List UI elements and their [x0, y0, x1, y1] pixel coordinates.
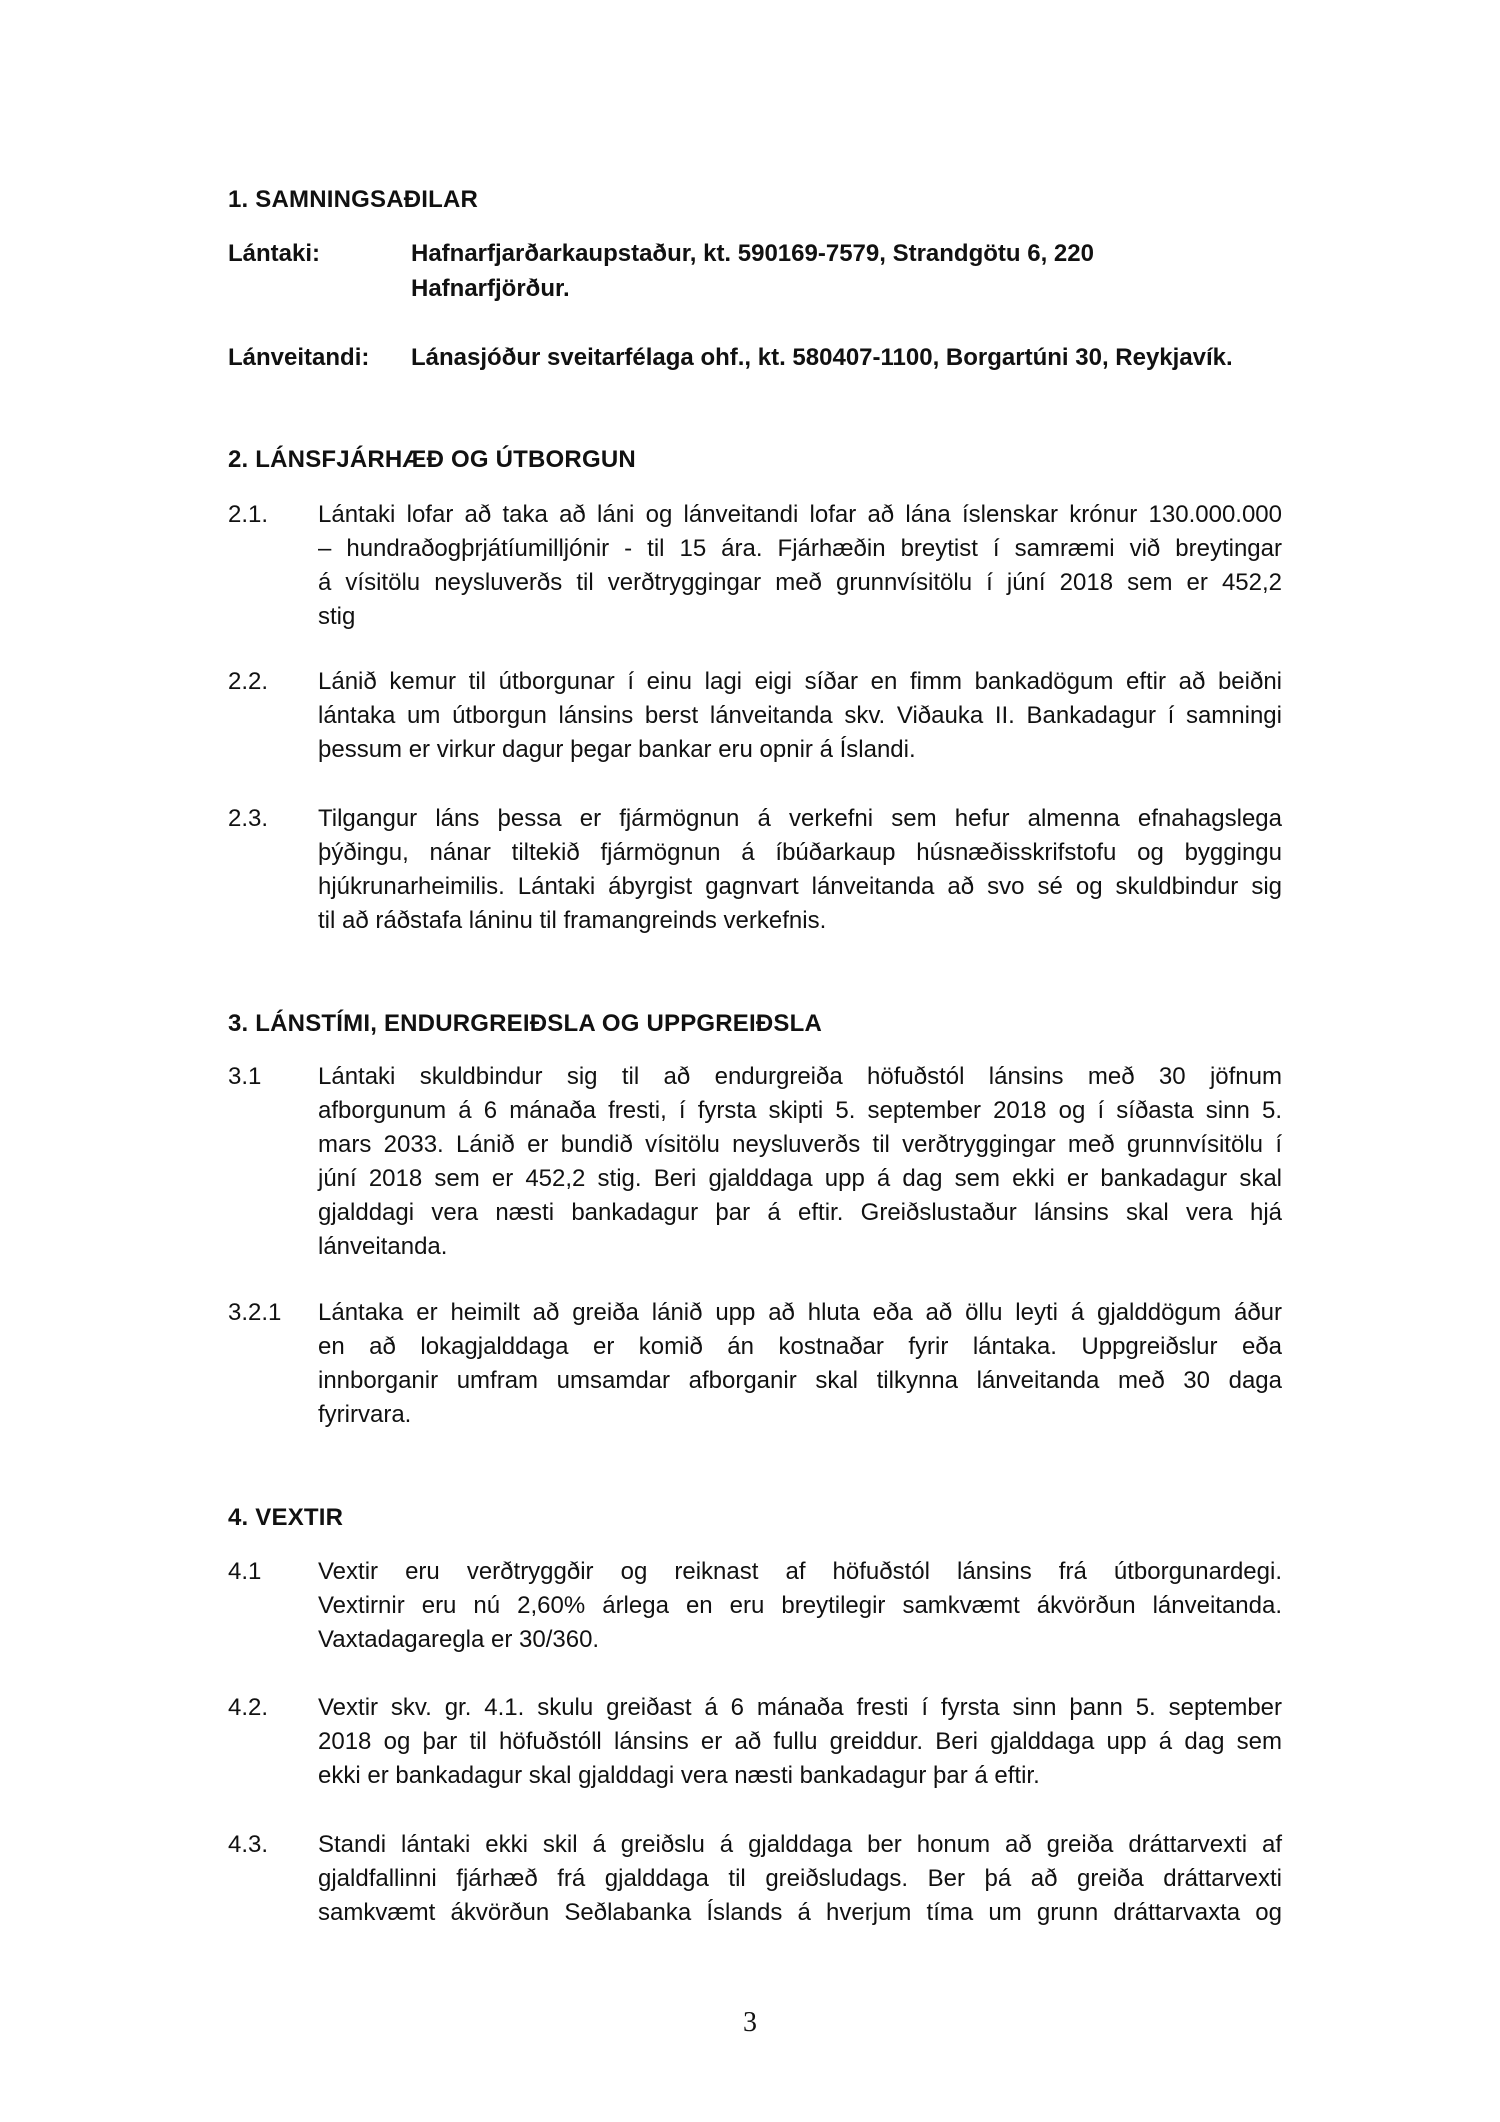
clause-line: Lántaka er heimilt að greiða lánið upp að hluta eða að öllu leyti á gjalddögum áður	[318, 1299, 1282, 1326]
clause-line: til að ráðstafa láninu til framangreinds verkefnis.	[318, 907, 827, 934]
lender-details: Lánasjóður sveitarfélaga ohf., kt. 580407-1100, Borgartúni 30, Reykjavík.	[411, 344, 1233, 371]
clause-number: 4.1	[228, 1558, 262, 1585]
clause-line: Vextirnir eru nú 2,60% árlega en eru breytilegir samkvæmt ákvörðun lánveitanda.	[318, 1592, 1282, 1619]
borrower-details	[411, 236, 1094, 306]
clause-line: samkvæmt ákvörðun Seðlabanka Íslands á hverjum tíma um grunn dráttarvaxta og	[318, 1899, 1282, 1926]
section-3-heading: 3. LÁNSTÍMI, ENDURGREIÐSLA OG UPPGREIÐSLA	[228, 1010, 823, 1037]
clause-4-1-text	[318, 1555, 1282, 1657]
clause-line: stig	[318, 603, 356, 630]
clause-4-3-text	[318, 1828, 1282, 1930]
clause-line: þessum er virkur dagur þegar bankar eru opnir á Íslandi.	[318, 736, 916, 763]
clause-line: gjalddagi vera næsti bankadagur þar á eftir. Greiðslustaður lánsins skal vera hjá	[318, 1199, 1282, 1226]
clause-line: gjaldfallinni fjárhæð frá gjalddaga til greiðsludags. Ber þá að greiða dráttarvexti	[318, 1865, 1282, 1892]
clause-2-2-text	[318, 665, 1282, 767]
clause-2-3-text	[318, 802, 1282, 938]
clause-number: 2.1.	[228, 501, 269, 528]
lender-label: Lánveitandi:	[228, 344, 370, 371]
clause-line: þýðingu, nánar tiltekið fjármögnun á íbúðarkaup húsnæðisskrifstofu og byggingu	[318, 839, 1282, 866]
clause-2-1-text	[318, 498, 1282, 634]
clause-line: Lántaki lofar að taka að láni og lánveitandi lofar að lána íslenskar krónur 130.000.000	[318, 501, 1282, 528]
clause-line: Vextir eru verðtryggðir og reiknast af höfuðstól lánsins frá útborgunardegi.	[318, 1558, 1282, 1585]
clause-line: – hundraðogþrjátíumilljónir - til 15 ára. Fjárhæðin breytist í samræmi við breytingar	[318, 535, 1282, 562]
clause-line: ekki er bankadagur skal gjalddagi vera næsti bankadagur þar á eftir.	[318, 1762, 1040, 1789]
clause-line: en að lokagjalddaga er komið án kostnaðar fyrir lántaka. Uppgreiðslur eða	[318, 1333, 1282, 1360]
clause-line: fyrirvara.	[318, 1401, 412, 1428]
clause-4-2-text	[318, 1691, 1282, 1793]
clause-number: 2.2.	[228, 668, 269, 695]
clause-number: 3.1	[228, 1063, 262, 1090]
clause-number: 4.3.	[228, 1831, 269, 1858]
clause-line: afborgunum á 6 mánaða fresti, í fyrsta skipti 5. september 2018 og í síðasta sinn 5.	[318, 1097, 1282, 1124]
clause-line: Tilgangur láns þessa er fjármögnun á verkefni sem hefur almenna efnahagslega	[318, 805, 1282, 832]
clause-line: júní 2018 sem er 452,2 stig. Beri gjalddaga upp á dag sem ekki er bankadagur skal	[318, 1165, 1282, 1192]
clause-line: Lánið kemur til útborgunar í einu lagi eigi síðar en fimm bankadögum eftir að beiðni	[318, 668, 1282, 695]
borrower-label: Lántaki:	[228, 240, 321, 267]
clause-number: 3.2.1	[228, 1299, 282, 1326]
clause-line: lánveitanda.	[318, 1233, 448, 1260]
clause-line: 2018 og þar til höfuðstóll lánsins er að fullu greiddur. Beri gjalddaga upp á dag sem	[318, 1728, 1282, 1755]
clause-line: á vísitölu neysluverðs til verðtryggingar með grunnvísitölu í júní 2018 sem er 452,2	[318, 569, 1282, 596]
clause-line: Standi lántaki ekki skil á greiðslu á gjalddaga ber honum að greiða dráttarvexti af	[318, 1831, 1282, 1858]
clause-line: Lántaki skuldbindur sig til að endurgreiða höfuðstól lánsins með 30 jöfnum	[318, 1063, 1282, 1090]
page-number: 3	[743, 2007, 757, 2038]
clause-line: innborganir umfram umsamdar afborganir skal tilkynna lánveitanda með 30 daga	[318, 1367, 1282, 1394]
borrower-line-2: Hafnarfjörður.	[411, 275, 570, 302]
section-1-heading: 1. SAMNINGSAÐILAR	[228, 186, 479, 213]
borrower-line-1: Hafnarfjarðarkaupstaður, kt. 590169-7579, Strandgötu 6, 220	[411, 240, 1094, 267]
clause-line: Vextir skv. gr. 4.1. skulu greiðast á 6 mánaða fresti í fyrsta sinn þann 5. september	[318, 1694, 1282, 1721]
clause-line: mars 2033. Lánið er bundið vísitölu neysluverðs til verðtryggingar með grunnvísitölu í	[318, 1131, 1282, 1158]
clause-3-1-text	[318, 1060, 1282, 1264]
section-4-heading: 4. VEXTIR	[228, 1504, 344, 1531]
clause-3-2-1-text	[318, 1296, 1282, 1432]
clause-number: 4.2.	[228, 1694, 269, 1721]
clause-number: 2.3.	[228, 805, 269, 832]
clause-line: Vaxtadagaregla er 30/360.	[318, 1626, 600, 1653]
clause-line: lántaka um útborgun lánsins berst lánveitanda skv. Viðauka II. Bankadagur í samningi	[318, 702, 1282, 729]
clause-line: hjúkrunarheimilis. Lántaki ábyrgist gagnvart lánveitanda að svo sé og skuldbindur sig	[318, 873, 1282, 900]
section-2-heading: 2. LÁNSFJÁRHÆÐ OG ÚTBORGUN	[228, 446, 636, 473]
